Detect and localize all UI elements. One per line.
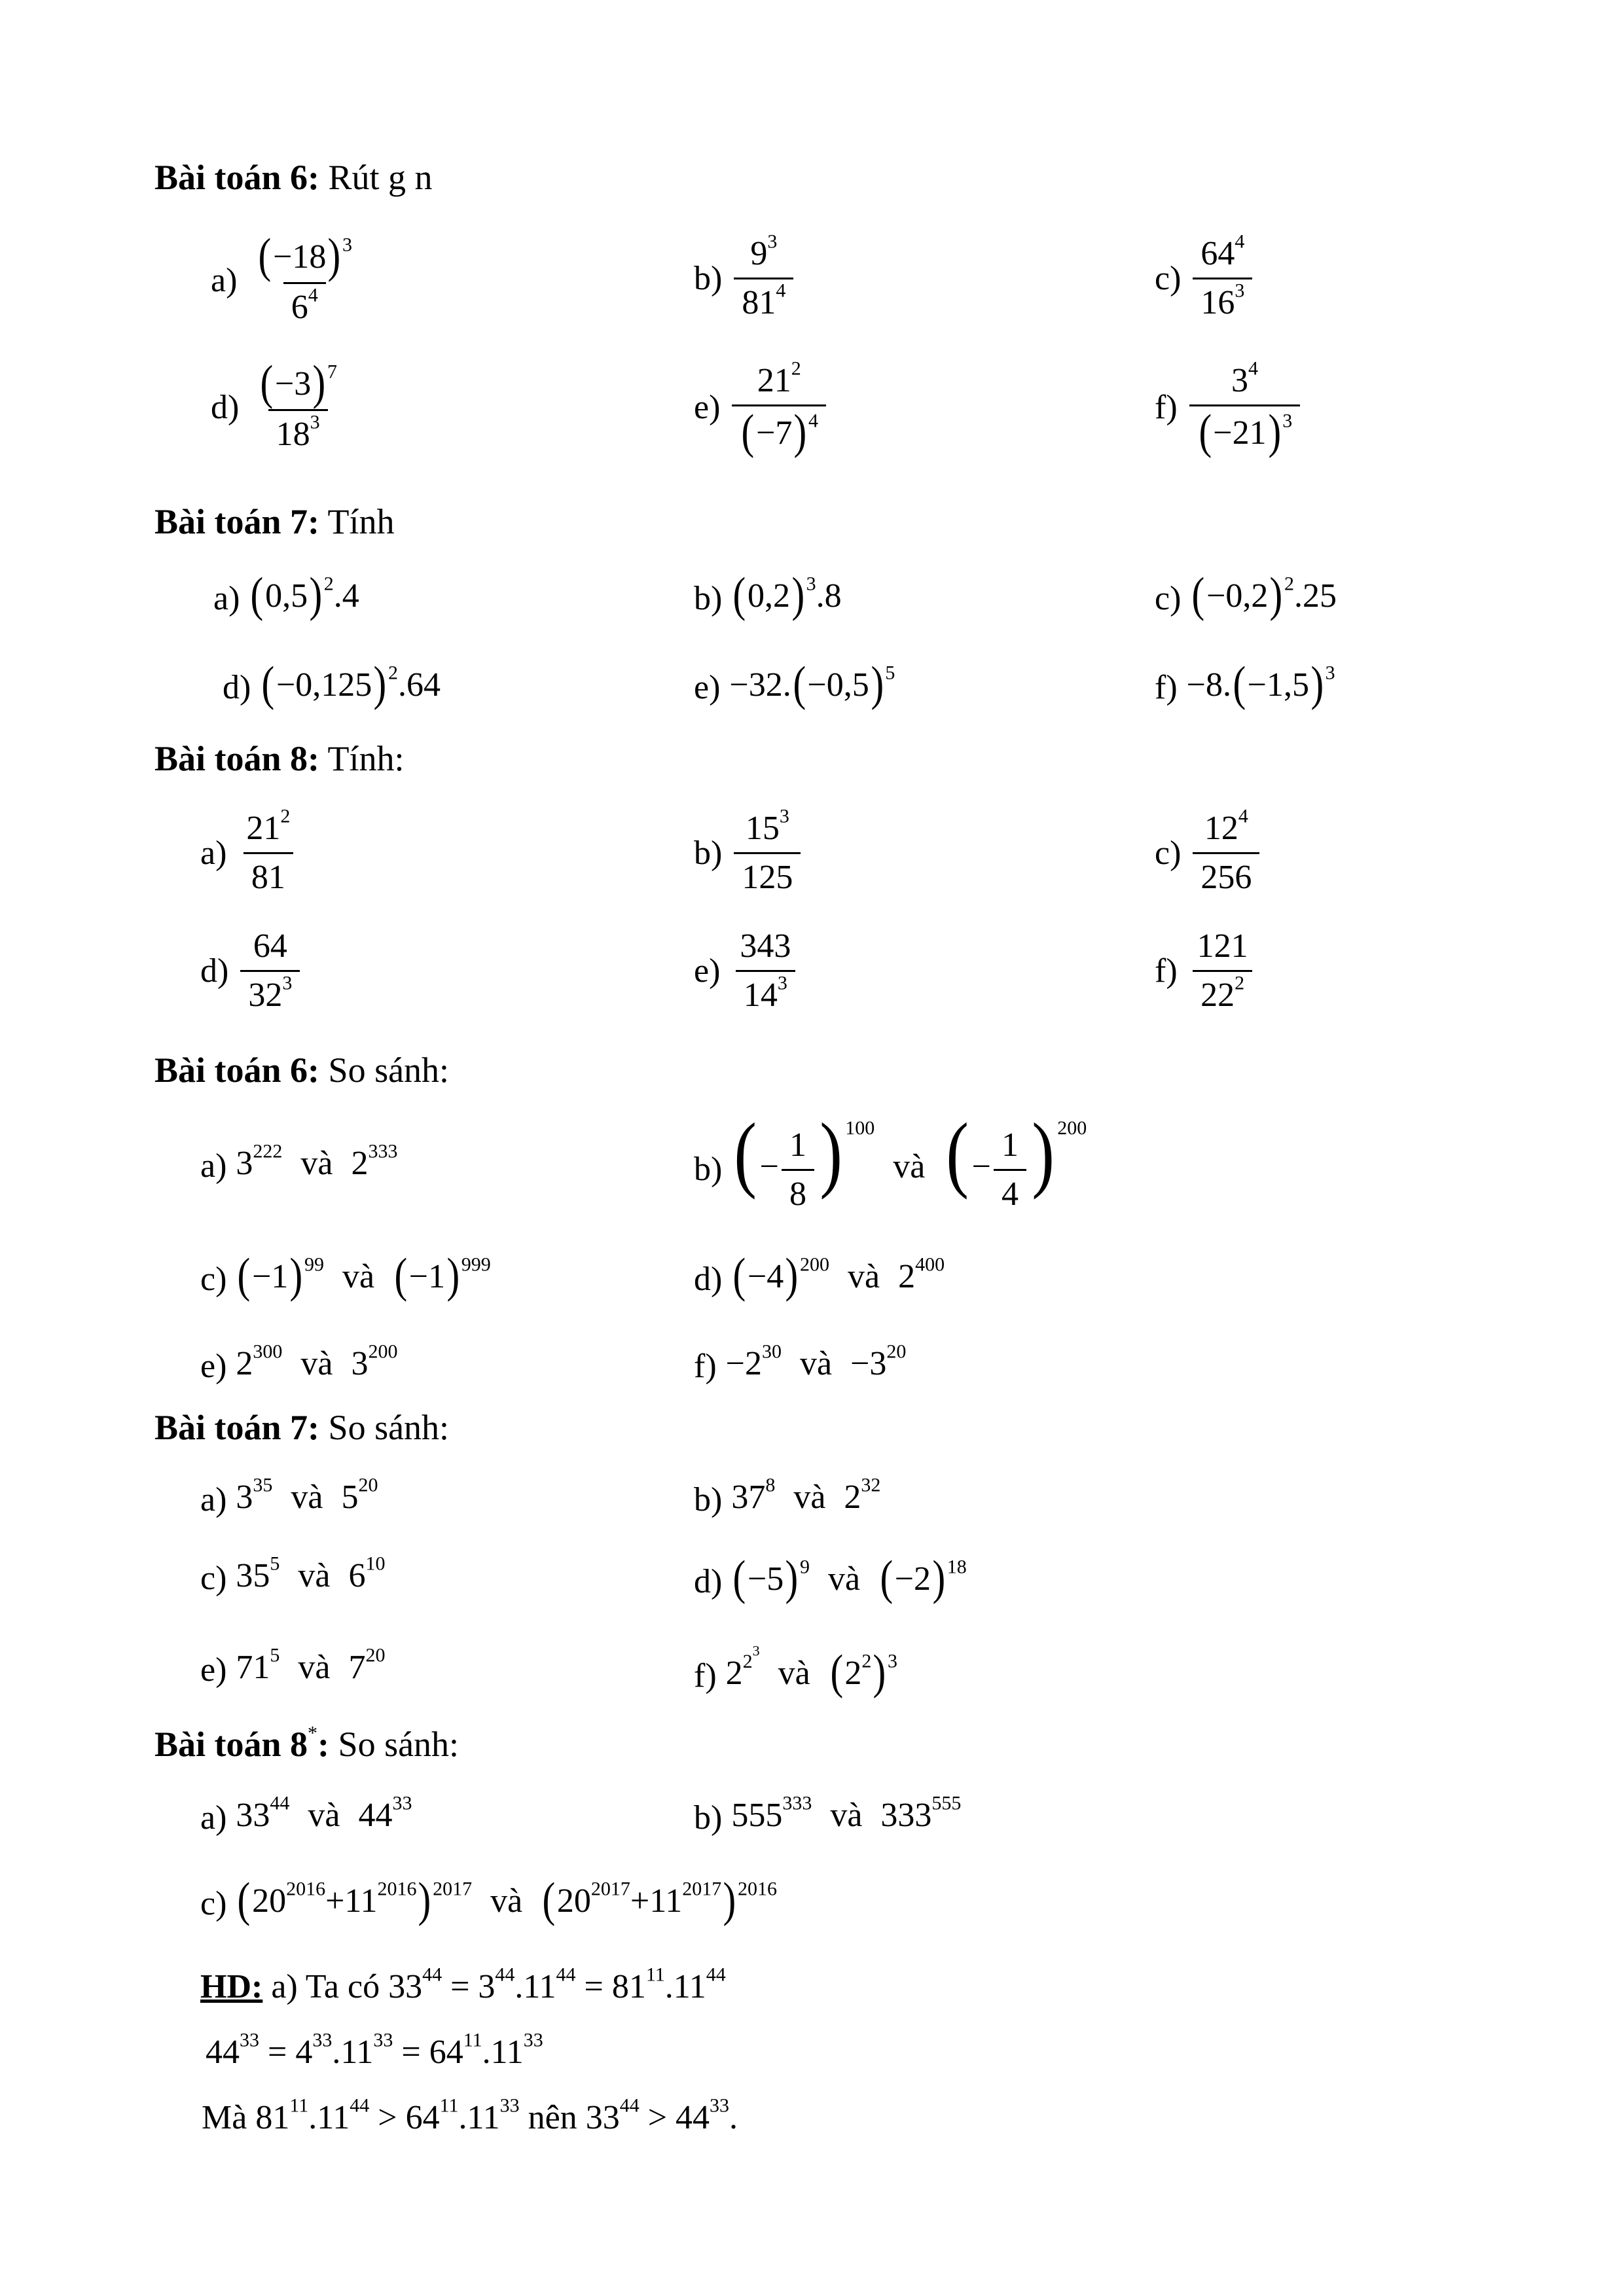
p7b-item-c: c) $35^5$ và $6^{10}$	[200, 1552, 386, 1598]
p6b-item-c: c) $(-1)^{99}$ và $(-1)^{999}$	[200, 1249, 491, 1302]
p7-item-b: b) $(0,2)^3.8$	[694, 568, 842, 622]
problem-7b-title: Bài toán 7: So sánh:	[154, 1408, 450, 1447]
p8-item-b: b) $\frac{15^3}{125}$	[694, 812, 803, 895]
p6b-item-a: a) $3^{222}$ và $2^{333}$	[200, 1140, 398, 1185]
p8-item-e: e) $\frac{343}{14^3}$	[694, 929, 801, 1013]
p6b-item-b: b) (− $\frac{1}{8}$ ) $^{100}$và (− $\frac{1}{4}$ ) $^{200}$	[694, 1106, 1087, 1213]
p6b-item-e: e) $2^{300}$ và $3^{200}$	[200, 1340, 398, 1386]
p7-item-e: $e) -32.(-0,5)^5$	[694, 657, 895, 711]
p7-item-a: a) $(0,5)^2.4$	[213, 568, 359, 622]
p6-item-b: b) $\frac{9^3}{81^4}$	[694, 237, 796, 320]
p8-item-c: c) $\frac{12^4}{256}$	[1155, 812, 1262, 895]
p7b-item-b: b) $37^8$ và $2^{32}$	[694, 1474, 881, 1519]
problem-8b-title: Bài toán 8*: So sánh:	[154, 1722, 460, 1764]
p8-item-f: f) $\frac{121}{22^2}$	[1155, 929, 1259, 1013]
p8-item-a: a) $\frac{21^2}{81}$	[200, 812, 300, 895]
p6-item-d: d) $\frac{(-3)^7}{18^3}$	[211, 356, 337, 454]
p7-item-f: $f) -8.(-1,5)^3$	[1155, 657, 1335, 711]
hint-line-1: HD: a) Ta có $33^{44} = 3^{44}.11^{44} = 81^{11}.11^{44}$	[200, 1964, 726, 2005]
p7-item-c: c) $(-0,2)^2.25$	[1155, 568, 1337, 622]
p6b-item-d: d) $(-4)^{200}$ và $2^{400}$	[694, 1249, 945, 1302]
hint-line-3: Mà $81^{11}.11^{44} > 64^{11}.11^{33}$ nên $33^{44} > 44^{33}$.	[202, 2094, 738, 2136]
p7-item-d: d) $(-0,125)^2.64$	[223, 657, 441, 711]
p6b-item-f: $f) -2^{30}$ và $-3^{20}$	[694, 1340, 907, 1386]
p6-item-f: f) $\frac{3^4}{(-21)^3}$	[1155, 364, 1303, 452]
p7b-item-e: e) $71^5$ và $7^{20}$	[200, 1644, 386, 1689]
p8-item-d: d) $\frac{64}{32^3}$	[200, 929, 302, 1013]
p6-item-c: c) $\frac{64^4}{16^3}$	[1155, 237, 1255, 320]
hint-line-2: $44^{33} = 4^{33}.11^{33} = 64^{11}.11^{33}$	[206, 2029, 543, 2071]
p6-item-e: e) $\frac{21^2}{(-7)^4}$	[694, 364, 829, 452]
p7b-item-f: f) $2^{2^3}và$ $(2^2)^3$	[694, 1642, 898, 1700]
p7b-item-d: d) $(-5)^9$ và $(-2)^{18}$	[694, 1551, 967, 1605]
problem-8-title: Bài toán 8: Tính:	[154, 739, 405, 778]
problem-6b-title: Bài toán 6: So sánh:	[154, 1050, 450, 1090]
p6-item-a: a) $\frac{(-18)^3}{6^4}$	[211, 229, 353, 327]
problem-6-title: Bài toán 6: Rút g n	[154, 158, 433, 197]
p8b-item-a: a) $33^{44}$ và $44^{33}$	[200, 1792, 412, 1837]
problem-7-title: Bài toán 7: Tính	[154, 502, 395, 541]
p8b-item-c: c) $(20^{2016}+11^{2016})^{2017}$ và $(20^{2017}+11^{2017})^{2016}$	[200, 1873, 777, 1927]
p8b-item-b: b) $555^{333}$ và $333^{555}$	[694, 1792, 962, 1837]
p7b-item-a: a) $3^{35}$ và $5^{20}$	[200, 1474, 378, 1519]
